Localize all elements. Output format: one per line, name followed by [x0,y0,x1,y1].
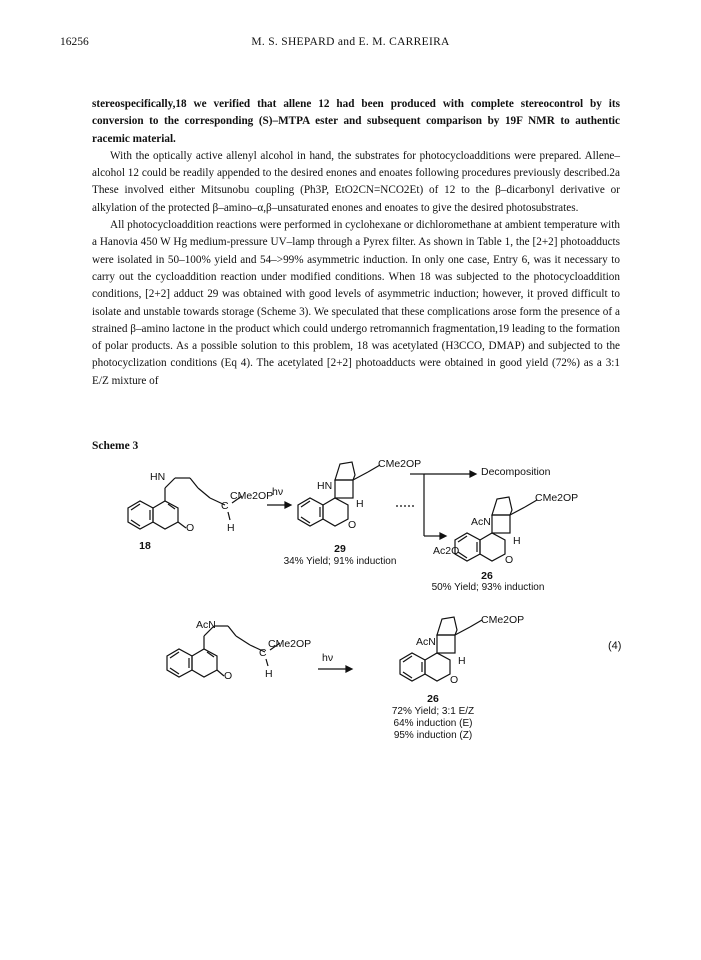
paragraph-3: All photocycloaddition reactions were performed in cyclohexane or dichloromethane at ambient temperature with a Hanovia 450 W Hg medium-pressure UV–lamp through a Pyrex filter. As shown in Table 1, the [2+2] photoadducts were isolated in 50–100% yield and 54–>99% asymmetric induction. In only one case, Entry 6, was it necessary to carry out the cycloaddition reaction under modified conditions. When 18 was subjected to the photocycloaddition conditions, [2+2] adduct 29 was obtained with good levels of asymmetric induction; however, it proved difficult to isolate and unstable towards storage (Scheme 3). We speculated that these complications arose form the presence of a strained β–amino lactone in the product which could undergo retromannich fragmentation,19 leading to the formation of polar products. As a possible solution to this problem, 18 was acetylated (H3CCO, DMAP) and subjected to the photocyclization conditions (Eq 4). The acetylated [2+2] photoadducts were obtained in good yield (72%) as a 3:1 E/Z mixture of [92,219,620,387]
eq4-caption-2: 64% induction (E) [393,718,473,729]
compound-29-label: 29 [334,543,346,555]
compound-18-label: 18 [139,540,151,552]
label-hn-18: HN [150,471,166,483]
eq4-caption-1: 72% Yield; 3:1 E/Z [391,706,475,717]
paragraph-1-text: stereospecifically,18 we verified that allene 12 had been produced with complete stereocontrol by its conversion to the corresponding (S)–MTPA ester and subsequent comparison by 19F NMR to authentic racemic material. [92,98,620,145]
label-cmeop-eq4-product: CMe2OP [481,614,525,626]
label-h-eq4-product: H [458,655,466,667]
structure-eq4-product [400,617,482,681]
page-number: 16256 [60,36,89,48]
label-hn-29: HN [317,480,333,492]
label-acn-eq4: AcN [196,619,216,631]
label-o-eq4-product: O [450,674,459,686]
label-acn-26: AcN [471,516,491,528]
label-c-eq4: C [259,647,267,659]
label-cmeop-26: CMe2OP [535,492,579,504]
label-hv-1: hν [272,486,284,498]
label-h-18: H [227,522,235,534]
compound-29-caption: 34% Yield; 91% induction [283,556,397,567]
structure-29 [298,462,380,526]
label-decomposition: Decomposition [481,466,551,478]
label-o-18: O [186,522,195,534]
running-title: M. S. SHEPARD and E. M. CARREIRA [251,36,450,48]
scheme-title: Scheme 3 [92,440,139,452]
label-hv-2: hν [322,652,334,664]
eq4-compound-26-label: 26 [427,693,439,705]
structure-26-scheme [455,497,537,561]
label-cmeop-18: CMe2OP [230,490,274,502]
label-acn-eq4-product: AcN [416,636,436,648]
label-c-18: C [221,500,229,512]
equation-number: (4) [608,640,622,652]
label-o-eq4: O [224,670,233,682]
label-h-eq4: H [265,668,273,680]
label-o-26: O [505,554,514,566]
label-cmeop-29: CMe2OP [378,458,422,470]
arrow-head-1 [285,502,291,508]
compound-26-caption: 50% Yield; 93% induction [431,582,545,593]
label-ac2o: Ac2O [433,545,460,557]
label-o-29: O [348,519,357,531]
label-cmeop-eq4: CMe2OP [268,638,312,650]
eq4-caption-3: 95% induction (Z) [393,730,473,741]
paragraph-2: With the optically active allenyl alcohol in hand, the substrates for photocycloadditions were prepared. Allene–alcohol 12 could be readily appended to the desired enones and enoates following procedures previously described.2a These involved either Mitsunobu coupling (Ph3P, EtO2CN=NCO2Et) of 12 to the β–dicarbonyl derivative or alkylation of the protected β–amino–α,β–unsaturated enones and enoates to give the desired photosubstrates. [92,149,620,214]
compound-26-label: 26 [481,570,493,582]
label-h-26: H [513,535,521,547]
label-h-29: H [356,498,364,510]
